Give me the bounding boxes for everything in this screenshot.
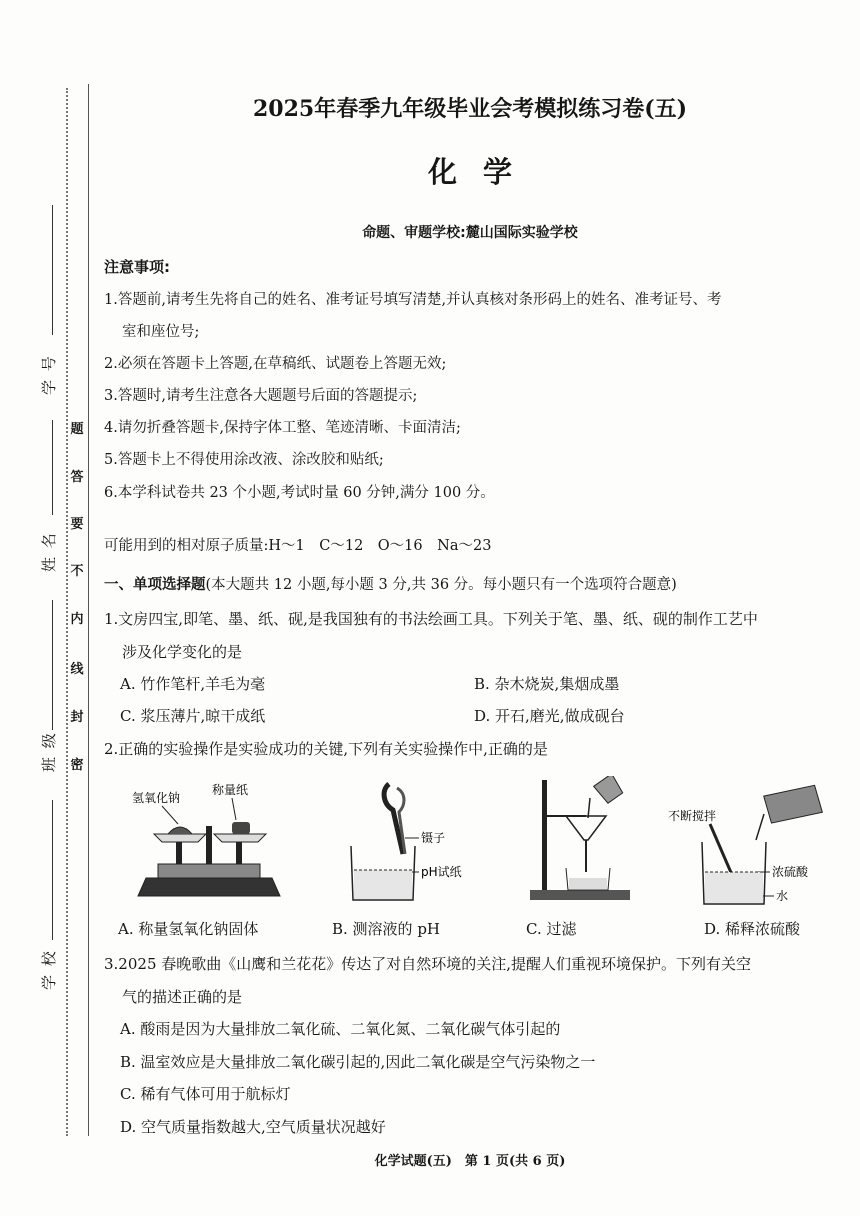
question-2-option-b: B. 测溶液的 pH [332, 920, 441, 938]
notice-item: 1.答题前,请考生先将自己的姓名、准考证号填写清楚,并认真核对条形码上的姓名、准考证号、考 [104, 292, 722, 308]
dilution-figure [668, 780, 838, 905]
tweezers-label: 镊子 [421, 831, 446, 845]
notice-item: 3.答题时,请考生注意各大题题号后面的答题提示; [104, 388, 418, 404]
question-3-option-a: A. 酸雨是因为大量排放二氧化硫、二氧化氮、二氧化碳气体引起的 [120, 1020, 561, 1038]
question-2-option-d: D. 稀释浓硫酸 [704, 920, 801, 938]
binding-solid-line [88, 84, 89, 1136]
exam-title: 2025年春季九年级毕业会考模拟练习卷(五) [252, 96, 688, 122]
section-heading [104, 573, 677, 594]
section-title: 一、单项选择题 [104, 577, 206, 593]
ph-paper-label: pH试纸 [421, 865, 462, 879]
notice-item: 2.必须在答题卡上答题,在草稿纸、试题卷上答题无效; [104, 356, 447, 372]
question-2-stem: 2.正确的实验操作是实验成功的关键,下列有关实验操作中,正确的是 [104, 740, 548, 758]
page-footer: 化学试题(五) 第 1 页(共 6 页) [374, 1154, 566, 1169]
subject-title: 化学 [427, 155, 538, 189]
notice-title: 注意事项: [104, 258, 170, 276]
seal-char: 题 [70, 422, 84, 437]
author-line: 命题、审题学校:麓山国际实验学校 [362, 225, 578, 241]
question-2-option-c: C. 过滤 [526, 920, 577, 938]
student-id-blank [52, 205, 53, 335]
question-3-stem: 3.2025 春晚歌曲《山鹰和兰花花》传达了对自然环境的关注,提醒人们重视环境保护。下列有关空 [104, 955, 752, 973]
water-label: 水 [776, 889, 789, 903]
question-1-option-a: A. 竹作笔杆,羊毛为毫 [120, 675, 266, 693]
question-3-option-d: D. 空气质量指数越大,空气质量状况越好 [120, 1118, 386, 1136]
weighing-paper-label: 称量纸 [212, 783, 249, 797]
section-desc: (本大题共 12 小题,每小题 3 分,共 36 分。每小题只有一个选项符合题意) [205, 577, 677, 593]
student-id-label: 学 号 [40, 354, 58, 395]
question-3-option-c: C. 稀有气体可用于航标灯 [120, 1085, 291, 1103]
name-blank [52, 420, 53, 515]
naoh-label: 氢氧化钠 [132, 791, 181, 805]
seal-char: 答 [70, 470, 84, 485]
question-2-option-a: A. 称量氢氧化钠固体 [118, 920, 259, 938]
notice-item: 4.请勿折叠答题卡,保持字体工整、笔迹清晰、卡面清洁; [104, 420, 461, 436]
stir-label: 不断搅拌 [668, 809, 717, 823]
question-1-option-b: B. 杂木烧炭,集烟成墨 [474, 675, 620, 693]
seal-char: 内 [70, 612, 84, 627]
seal-char: 不 [70, 564, 84, 579]
question-3-stem-cont: 气的描述正确的是 [122, 988, 243, 1006]
seal-char: 封 [70, 710, 84, 725]
ph-test-figure [345, 780, 505, 905]
question-1-option-c: C. 浆压薄片,晾干成纸 [120, 707, 266, 725]
filtration-figure [528, 776, 638, 906]
class-blank [52, 600, 53, 730]
notice-item: 5.答题卡上不得使用涂改液、涂改胶和贴纸; [104, 452, 384, 468]
notice-item: 6.本学科试卷共 23 个小题,考试时量 60 分钟,满分 100 分。 [104, 485, 495, 501]
seal-char: 要 [70, 517, 84, 532]
binding-dotted-line [66, 88, 68, 1136]
school-blank [52, 800, 53, 940]
notice-item: 室和座位号; [122, 324, 200, 340]
conc-acid-label: 浓硫酸 [772, 865, 809, 879]
question-1-stem: 1.文房四宝,即笔、墨、纸、砚,是我国独有的书法绘画工具。下列关于笔、墨、纸、砚的制作工艺中 [104, 610, 758, 628]
question-1-option-d: D. 开石,磨光,做成砚台 [474, 707, 625, 725]
balance-figure [128, 780, 288, 905]
name-label: 姓 名 [40, 531, 58, 572]
question-1-stem-cont: 涉及化学变化的是 [122, 643, 243, 661]
question-3-option-b: B. 温室效应是大量排放二氧化碳引起的,因此二氧化碳是空气污染物之一 [120, 1053, 596, 1071]
school-label: 学 校 [40, 949, 58, 990]
class-label: 班 级 [40, 731, 58, 772]
seal-char: 线 [70, 662, 84, 677]
atomic-masses: 可能用到的相对原子质量:H～1 C～12 O～16 Na～23 [104, 538, 492, 554]
seal-char: 密 [70, 758, 84, 773]
